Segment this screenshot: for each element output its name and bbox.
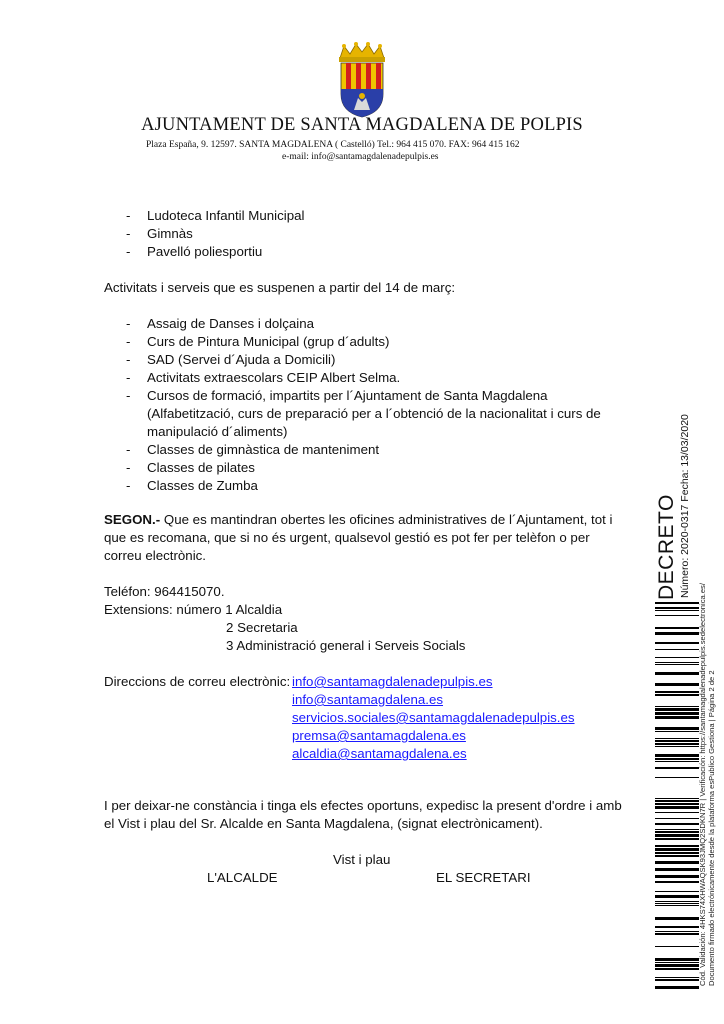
list-item: - Classes de gimnàstica de manteniment [126,441,601,459]
segon-text: Que es mantindran obertes les oficines administratives de l´Ajuntament, tot i [160,512,613,527]
coat-of-arms-logo [334,42,390,118]
list-item [126,387,601,441]
list-item: - Curs de Pintura Municipal (grup d´adults) [126,333,601,351]
email-link[interactable]: info@santamagdalena.es [292,692,443,707]
segon-text: que es recomana, que si no és urgent, qualsevol gestió es pot fer per telèfon o per [104,530,590,545]
list-item: - Activitats extraescolars CEIP Albert Selma. [126,369,601,387]
extension-item: 2 Secretaria [226,620,298,635]
validation-code-text: Cód. Validación: 4HKS74XHWAQSK93JMQ2SDKN7R | Verificación: https://santamagdalenadepulpis.sedelectronica.es/ [698,583,707,986]
list-item: - Pavelló poliesportiu [126,243,304,261]
emails-label: Direccions de correu electrònic: [104,674,291,689]
phone-line: Teléfon: 964415070. [104,584,225,599]
organization-name: AJUNTAMENT DE SANTA MAGDALENA DE POLPIS [141,115,583,135]
list-item-line: manipulació d´aliments) [147,424,288,439]
closing-paragraph [104,797,624,833]
list-item-line: - Cursos de formació, impartits per l´Ajuntament de Santa Magdalena [147,388,548,403]
open-facilities-list [126,207,304,261]
segon-text: correu electrònic. [104,548,206,563]
decree-stamp-title: DECRETO [655,494,678,600]
suspended-intro: Activitats i serveis que es suspenen a partir del 14 de març: [104,280,456,295]
signature-platform-text: Documento firmado electrónicamente desde la plataforma esPublico Gestiona | Página 2 de 2 [707,670,716,986]
email-link[interactable]: premsa@santamagdalena.es [292,728,466,743]
suspended-activities-list [126,315,601,495]
segon-lead: SEGON.- [104,512,161,527]
signature-alcalde: L'ALCALDE [207,870,278,885]
vist-i-plau: Vist i plau [333,852,391,867]
list-item: - SAD (Servei d´Ajuda a Domicili) [126,351,601,369]
email-link[interactable]: info@santamagdalenadepulpis.es [292,674,493,689]
closing-text: el Vist i plau del Sr. Alcalde en Santa Magdalena, (signat electrònicament). [104,816,543,831]
email-link[interactable]: servicios.sociales@santamagdalenadepulpis.es [292,710,575,725]
extension-item: 3 Administració general i Serveis Socials [226,638,466,653]
list-item: - Classes de Zumba [126,477,601,495]
segon-paragraph [104,511,624,565]
decree-number-date: Número: 2020-0317 Fecha: 13/03/2020 [679,414,691,598]
closing-text: I per deixar-ne constància i tinga els efectes oportuns, expedisc la present d'ordre i amb [104,798,622,813]
signature-secretari: EL SECRETARI [436,870,531,885]
list-item-line: (Alfabetització, curs de preparació per a l´obtenció de la nacionalitat i curs de [147,406,601,421]
list-item: - Classes de pilates [126,459,601,477]
email-link[interactable]: alcaldia@santamagdalena.es [292,746,467,761]
barcode-image [655,602,699,990]
list-item: - Assaig de Danses i dolçaina [126,315,601,333]
organization-address: Plaza España, 9. 12597. SANTA MAGDALENA ( Castelló) Tel.: 964 415 070. FAX: 964 415 162 [146,140,520,150]
list-item: - Ludoteca Infantil Municipal [126,207,304,225]
extensions-label: Extensions: número 1 Alcaldia [104,602,283,617]
organization-email: e-mail: info@santamagdalenadepulpis.es [282,152,439,162]
list-item: - Gimnàs [126,225,304,243]
